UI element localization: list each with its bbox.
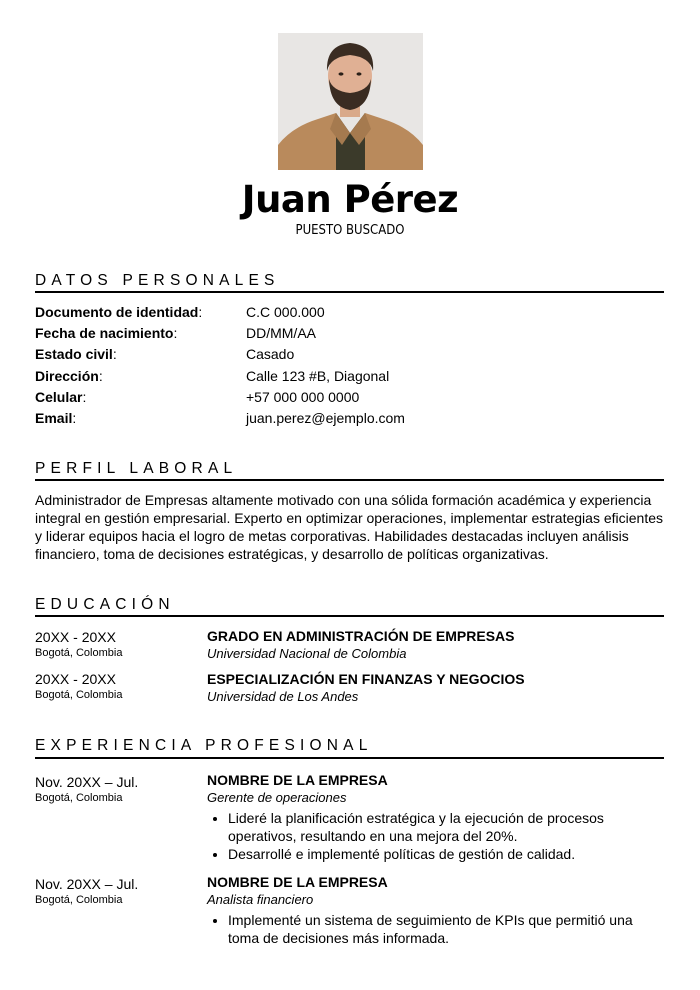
education-entry bbox=[207, 627, 664, 663]
company-name: NOMBRE DE LA EMPRESA bbox=[207, 772, 388, 788]
education-date-block bbox=[35, 670, 122, 702]
company-name: NOMBRE DE LA EMPRESA bbox=[207, 874, 388, 890]
education-location: Bogotá, Colombia bbox=[35, 689, 123, 701]
achievements-list bbox=[207, 911, 664, 947]
section-title-profile: PERFIL LABORAL bbox=[35, 460, 238, 477]
education-dates: 20XX - 20XX bbox=[35, 671, 116, 687]
education-entry bbox=[207, 670, 664, 706]
profile-summary: Administrador de Empresas altamente motivado con una sólida formación académica y experiencia integral en gestión empresarial. Experto en optimizar operaciones, implementar estrategias eficientes y liderar equipos hacia el logro de metas corporativas. Habilidades destacadas incluyen análisis financiero, toma de decisiones estratégicas, y desarrollo de políticas organizativas. bbox=[35, 492, 663, 562]
institution: Universidad de Los Andes bbox=[207, 689, 359, 704]
experience-dates: Nov. 20XX – Jul. bbox=[35, 774, 139, 790]
section-divider bbox=[35, 479, 664, 481]
section-divider bbox=[35, 615, 664, 617]
personal-data-row: Documento de identidad: C.C 000.000 bbox=[35, 302, 664, 323]
field-value: juan.perez@ejemplo.com bbox=[246, 410, 405, 426]
education-date-block bbox=[35, 628, 122, 660]
institution: Universidad Nacional de Colombia bbox=[207, 646, 407, 661]
achievement-item: • Implementé un sistema de seguimiento de KPIs que permitió una toma de decisiones más informada. bbox=[228, 911, 664, 947]
field-label: Dirección bbox=[35, 368, 99, 384]
desired-position: PUESTO BUSCADO bbox=[295, 223, 405, 238]
field-value: Casado bbox=[246, 346, 295, 362]
section-divider bbox=[35, 291, 664, 293]
personal-data-row: Email: juan.perez@ejemplo.com bbox=[35, 408, 664, 429]
experience-date-block bbox=[35, 875, 138, 907]
education-location: Bogotá, Colombia bbox=[35, 647, 123, 659]
section-title-experience: EXPERIENCIA PROFESIONAL bbox=[35, 737, 373, 754]
personal-data-row: Celular: +57 000 000 0000 bbox=[35, 387, 664, 408]
personal-data-row: Fecha de nacimiento: DD/MM/AA bbox=[35, 323, 664, 344]
field-value: +57 000 000 0000 bbox=[246, 389, 360, 405]
field-label: Estado civil bbox=[35, 346, 113, 362]
achievements-list bbox=[207, 809, 664, 863]
job-position: Gerente de operaciones bbox=[207, 790, 347, 805]
field-value: Calle 123 #B, Diagonal bbox=[246, 368, 390, 384]
experience-location: Bogotá, Colombia bbox=[35, 792, 123, 804]
job-position: Analista financiero bbox=[207, 892, 314, 907]
candidate-name: Juan Pérez bbox=[241, 178, 459, 221]
education-dates: 20XX - 20XX bbox=[35, 629, 116, 645]
section-divider bbox=[35, 757, 664, 759]
field-label: Email bbox=[35, 410, 73, 426]
personal-data-row: Estado civil: Casado bbox=[35, 344, 664, 365]
experience-date-block bbox=[35, 773, 138, 805]
field-label: Fecha de nacimiento bbox=[35, 325, 174, 341]
experience-location: Bogotá, Colombia bbox=[35, 894, 123, 906]
achievement-item: • Desarrollé e implementé políticas de gestión de calidad. bbox=[228, 845, 664, 863]
field-label: Documento de identidad bbox=[35, 304, 199, 320]
degree-title: ESPECIALIZACIÓN EN FINANZAS Y NEGOCIOS bbox=[207, 671, 525, 687]
experience-entry bbox=[207, 771, 664, 863]
personal-data-row: Dirección: Calle 123 #B, Diagonal bbox=[35, 366, 664, 387]
degree-title: GRADO EN ADMINISTRACIÓN DE EMPRESAS bbox=[207, 628, 515, 644]
section-title-personal-data: DATOS PERSONALES bbox=[35, 272, 280, 289]
experience-entry bbox=[207, 873, 664, 947]
profile-photo bbox=[278, 33, 423, 170]
achievement-item: • Lideré la planificación estratégica y la ejecución de procesos operativos, resultando en una mejora del 20%. bbox=[228, 809, 664, 845]
section-title-education: EDUCACIÓN bbox=[35, 596, 175, 613]
experience-dates: Nov. 20XX – Jul. bbox=[35, 876, 139, 892]
field-value: C.C 000.000 bbox=[246, 304, 325, 320]
field-label: Celular bbox=[35, 389, 83, 405]
field-value: DD/MM/AA bbox=[246, 325, 316, 341]
